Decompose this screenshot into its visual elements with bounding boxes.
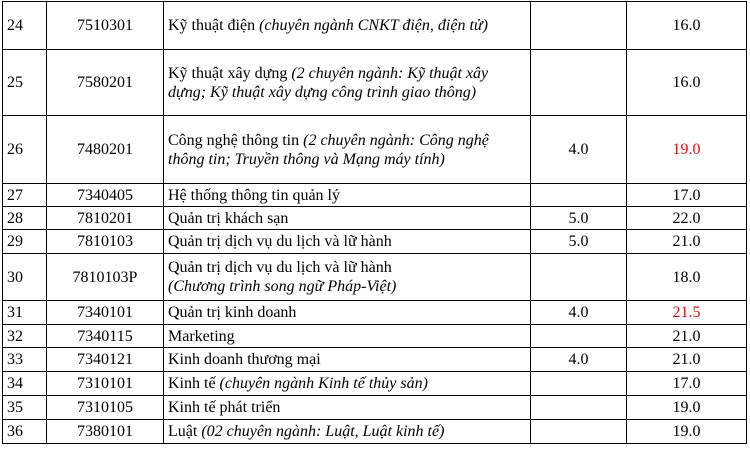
- major-name: Kinh tế: [168, 375, 220, 392]
- major-code: 7380101: [47, 420, 164, 444]
- major-name-cell: [164, 325, 531, 348]
- sub-score: [531, 254, 627, 301]
- major-code: 7580201: [47, 50, 164, 116]
- row-index: 24: [3, 2, 47, 50]
- table-row: [3, 301, 747, 325]
- admission-score-table: [2, 1, 747, 444]
- admission-score: 17.0: [627, 372, 747, 396]
- major-code: 7340101: [47, 301, 164, 325]
- table-row: [3, 116, 747, 184]
- major-name: Kinh tế phát triển: [168, 399, 281, 416]
- admission-score: 21.0: [627, 230, 747, 254]
- table-row: [3, 207, 747, 230]
- admission-score: 16.0: [627, 2, 747, 50]
- row-index: 26: [3, 116, 47, 184]
- sub-score: [531, 50, 627, 116]
- major-code: 7810103: [47, 230, 164, 254]
- table-row: [3, 184, 747, 207]
- major-code: 7340405: [47, 184, 164, 207]
- table-row: [3, 325, 747, 348]
- major-name-cell: [164, 50, 531, 116]
- major-code: 7810201: [47, 207, 164, 230]
- major-name: Công nghệ thông tin: [168, 131, 304, 149]
- row-index: 30: [3, 254, 47, 301]
- major-note: (Chương trình song ngữ Pháp-Việt): [168, 278, 397, 295]
- major-name: Hệ thống thông tin quản lý: [168, 186, 340, 204]
- sub-score: 5.0: [531, 230, 627, 254]
- major-name: Kinh doanh thương mại: [168, 351, 321, 368]
- major-name: Marketing: [168, 327, 235, 345]
- major-note: (02 chuyên ngành: Luật, Luật kinh tế): [201, 423, 445, 440]
- row-index: 27: [3, 184, 47, 207]
- major-note: (chuyên ngành Kinh tế thủy sản): [219, 375, 428, 392]
- table-row: [3, 2, 747, 50]
- sub-score: [531, 325, 627, 348]
- row-index: 25: [3, 50, 47, 116]
- admission-score: 17.0: [627, 184, 747, 207]
- major-name-cell: [164, 184, 531, 207]
- major-name: Quản trị dịch vụ du lịch và lữ hành: [168, 259, 392, 276]
- table-row: [3, 50, 747, 116]
- major-name-cell: [164, 372, 531, 396]
- table-row: [3, 348, 747, 372]
- row-index: 29: [3, 230, 47, 254]
- table-row: [3, 372, 747, 396]
- sub-score: 4.0: [531, 301, 627, 325]
- sub-score: [531, 396, 627, 420]
- major-code: 7510301: [47, 2, 164, 50]
- major-code: 7310101: [47, 372, 164, 396]
- sub-score: 4.0: [531, 348, 627, 372]
- major-name-cell: [164, 2, 531, 50]
- sub-score: 4.0: [531, 116, 627, 184]
- admission-score: 21.0: [627, 348, 747, 372]
- admission-score: 22.0: [627, 207, 747, 230]
- row-index: 33: [3, 348, 47, 372]
- row-index: 34: [3, 372, 47, 396]
- major-note: (2 chuyên ngành: Kỹ thuật xây dựng; Kỹ thuật xây dựng công trình giao thông): [168, 64, 489, 101]
- major-name: Quản trị khách sạn: [168, 209, 289, 227]
- major-name: Quản trị dịch vụ du lịch và lữ hành: [168, 233, 392, 250]
- row-index: 32: [3, 325, 47, 348]
- major-code: 7340115: [47, 325, 164, 348]
- major-name: Quản trị kinh doanh: [168, 304, 297, 321]
- table-row: [3, 396, 747, 420]
- admission-score: 19.0: [627, 420, 747, 444]
- major-name-cell: [164, 396, 531, 420]
- major-code: 7340121: [47, 348, 164, 372]
- major-name-cell: [164, 230, 531, 254]
- sub-score: [531, 184, 627, 207]
- major-code: 7480201: [47, 116, 164, 184]
- admission-score: 19.0: [627, 396, 747, 420]
- row-index: 28: [3, 207, 47, 230]
- admission-score: 21.0: [627, 325, 747, 348]
- major-note: (chuyên ngành CNKT điện, điện tử): [259, 17, 488, 34]
- sub-score: [531, 372, 627, 396]
- admission-score: 18.0: [627, 254, 747, 301]
- admission-score: 19.0: [627, 116, 747, 184]
- major-name-cell: [164, 116, 531, 184]
- major-name: Kỹ thuật xây dựng: [168, 64, 292, 82]
- row-index: 35: [3, 396, 47, 420]
- major-name-cell: [164, 301, 531, 325]
- sub-score: [531, 2, 627, 50]
- major-name: Luật: [168, 423, 202, 440]
- table-row: [3, 230, 747, 254]
- sub-score: [531, 420, 627, 444]
- major-name-cell: [164, 254, 531, 301]
- major-name-cell: [164, 207, 531, 230]
- admission-score: 16.0: [627, 50, 747, 116]
- row-index: 36: [3, 420, 47, 444]
- major-name-cell: [164, 420, 531, 444]
- major-code: 7310105: [47, 396, 164, 420]
- major-name: Kỹ thuật điện: [168, 17, 260, 34]
- sub-score: 5.0: [531, 207, 627, 230]
- table-row: [3, 254, 747, 301]
- major-name-cell: [164, 348, 531, 372]
- major-note: (2 chuyên ngành: Công nghệ thông tin; Truyền thông và Mạng máy tính): [168, 131, 489, 168]
- row-index: 31: [3, 301, 47, 325]
- major-code: 7810103P: [47, 254, 164, 301]
- admission-score: 21.5: [627, 301, 747, 325]
- table-row: [3, 420, 747, 444]
